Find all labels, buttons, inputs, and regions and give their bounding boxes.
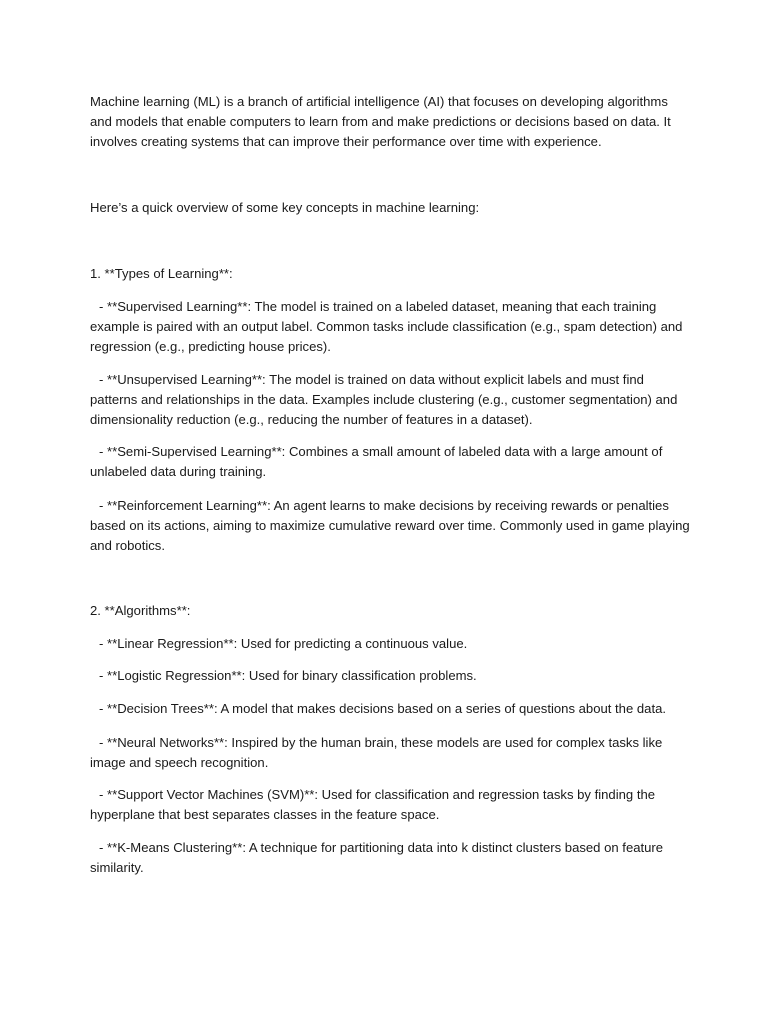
list-item-reinforcement-learning: - **Reinforcement Learning**: An agent learns to make decisions by receiving rewards or penalties based on its actions, aiming to maximize cumulative reward over time. Commonly used in game playing and robotics. xyxy=(90,498,690,553)
list-item-decision-trees: - **Decision Trees**: A model that makes decisions based on a series of questions about the data. xyxy=(99,701,667,716)
list-item-supervised-learning: - **Supervised Learning**: The model is trained on a labeled dataset, meaning that each training example is paired with an output label. Common tasks include classification (e.g., spam detection) and regression (e.g., predicting house prices). xyxy=(90,299,683,354)
list-item-support-vector-machines: - **Support Vector Machines (SVM)**: Used for classification and regression tasks by finding the hyperplane that best separates classes in the feature space. xyxy=(90,787,656,822)
section-heading-algorithms: 2. **Algorithms**: xyxy=(90,603,191,618)
list-item-unsupervised-learning: - **Unsupervised Learning**: The model is trained on data without explicit labels and must find patterns and relationships in the data. Examples include clustering (e.g., customer segmentation) and dimensionality reduction (e.g., reducing the number of features in a dataset). xyxy=(90,372,678,427)
list-item-logistic-regression: - **Logistic Regression**: Used for binary classification problems. xyxy=(99,668,477,683)
list-item-semi-supervised-learning: - **Semi-Supervised Learning**: Combines a small amount of labeled data with a large amount of unlabeled data during training. xyxy=(90,444,663,479)
intro-paragraph: Machine learning (ML) is a branch of artificial intelligence (AI) that focuses on developing algorithms and models that enable computers to learn from and make predictions or decisions based on data. It involves creating systems that can improve their performance over time with experience. xyxy=(90,94,671,149)
list-item-neural-networks: - **Neural Networks**: Inspired by the human brain, these models are used for complex tasks like image and speech recognition. xyxy=(90,735,663,770)
section-heading-types-of-learning: 1. **Types of Learning**: xyxy=(90,266,233,281)
list-item-linear-regression: - **Linear Regression**: Used for predicting a continuous value. xyxy=(99,636,468,651)
overview-paragraph: Here’s a quick overview of some key concepts in machine learning: xyxy=(90,200,480,215)
list-item-k-means-clustering: - **K-Means Clustering**: A technique for partitioning data into k distinct clusters based on feature similarity. xyxy=(90,840,664,875)
